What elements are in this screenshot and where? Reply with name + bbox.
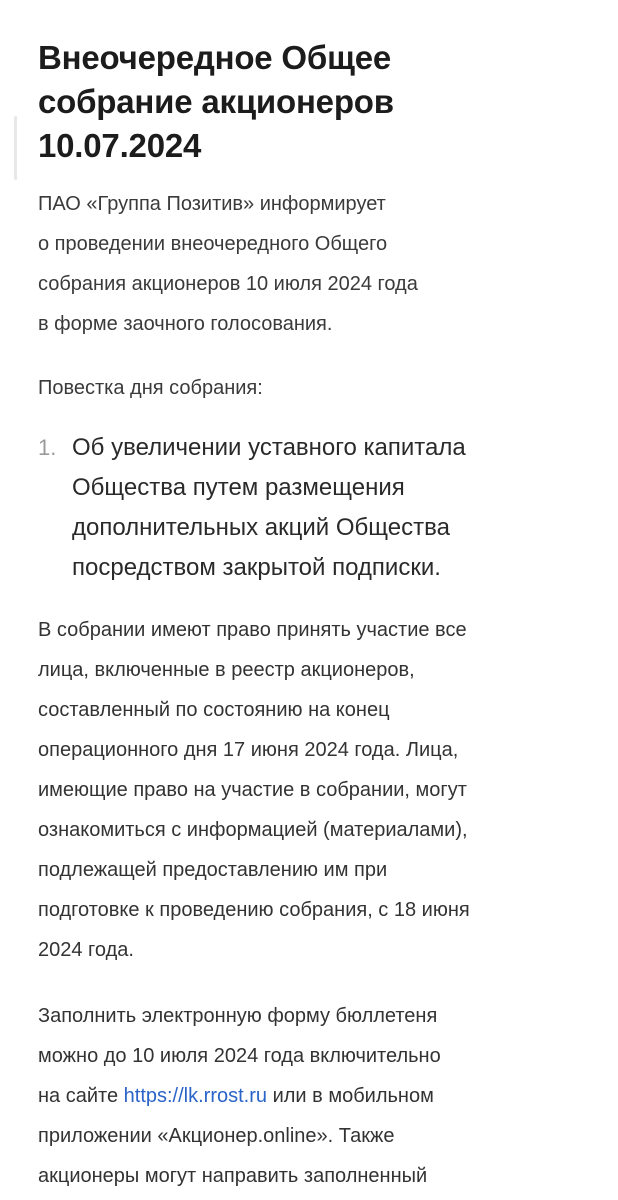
- ballot-text: на сайте: [38, 1085, 124, 1107]
- agenda-line: Общества путем размещения: [72, 474, 405, 501]
- participation-line: подлежащей предоставлению им при: [38, 859, 388, 881]
- ballot-line: акционеры могут направить заполненный: [38, 1165, 428, 1187]
- participation-line: составленный по состоянию на конец: [38, 699, 390, 721]
- intro-paragraph: [38, 184, 578, 344]
- participation-line: 2024 года.: [38, 939, 134, 961]
- ballot-text: или в мобильном: [267, 1085, 434, 1107]
- agenda-item-number: 1.: [38, 435, 57, 460]
- agenda-line: Об увеличении уставного капитала: [72, 434, 466, 461]
- ballot-line: можно до 10 июля 2024 года включительно: [38, 1045, 441, 1067]
- participation-line: имеющие право на участие в собрании, могут: [38, 779, 467, 801]
- title-line: 10.07.2024: [38, 127, 202, 164]
- ballot-line: приложении «Акционер.online». Также: [38, 1125, 395, 1147]
- title-line: Внеочередное Общее: [38, 39, 392, 76]
- scroll-indicator: [14, 116, 17, 180]
- participation-line: операционного дня 17 июня 2024 года. Лица,: [38, 739, 459, 761]
- page-title: [38, 36, 578, 168]
- agenda-item-text: [72, 428, 466, 588]
- lk-rrost-link[interactable]: https://lk.rrost.ru: [123, 1085, 268, 1107]
- agenda-list: [38, 428, 578, 588]
- participation-line: В собрании имеют право принять участие все: [38, 619, 467, 641]
- agenda-line: посредством закрытой подписки.: [72, 554, 441, 581]
- intro-line: собрания акционеров 10 июля 2024 года: [38, 273, 418, 295]
- intro-line: в форме заочного голосования.: [38, 313, 333, 335]
- intro-line: ПАО «Группа Позитив» информирует: [38, 193, 386, 215]
- ballot-paragraph: [38, 996, 578, 1196]
- participation-paragraph: [38, 610, 578, 970]
- participation-line: ознакомиться с информацией (материалами),: [38, 819, 468, 841]
- ballot-line-with-link: [38, 1076, 578, 1116]
- intro-line: о проведении внеочередного Общего: [38, 233, 388, 255]
- participation-line: подготовке к проведению собрания, с 18 июня: [38, 899, 470, 921]
- ballot-line: Заполнить электронную форму бюллетеня: [38, 1005, 438, 1027]
- participation-line: лица, включенные в реестр акционеров,: [38, 659, 415, 681]
- agenda-label: Повестка дня собрания:: [38, 377, 263, 399]
- title-line: собрание акционеров: [38, 83, 394, 120]
- agenda-line: дополнительных акций Общества: [72, 514, 450, 541]
